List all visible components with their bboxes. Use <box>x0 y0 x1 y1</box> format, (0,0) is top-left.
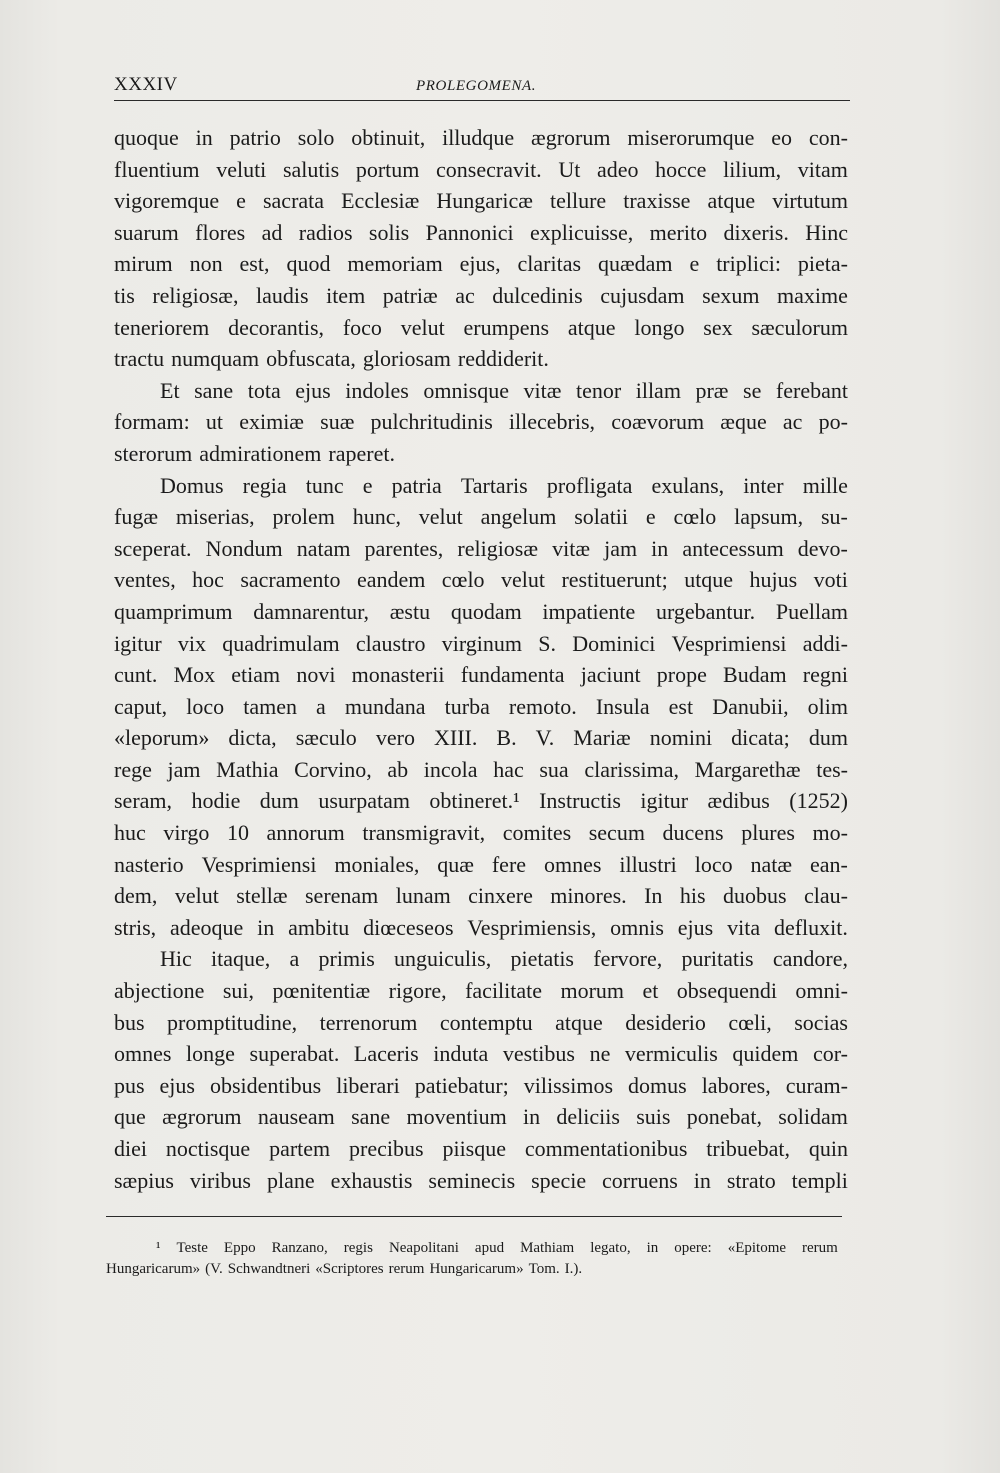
body-line: tractu numquam obfuscata, gloriosam reddiderit. <box>114 346 549 372</box>
body-line: dem, velut stellæ serenam lunam cinxere minores. In his duobus clau- <box>114 883 848 909</box>
main-text <box>114 122 848 1196</box>
body-line: suarum flores ad radios solis Pannonici explicuisse, merito dixeris. Hinc <box>114 219 848 245</box>
running-header <box>114 70 850 100</box>
body-line: sæpius viribus plane exhaustis seminecis specie corruens in strato templi <box>114 1167 848 1193</box>
body-line: quamprimum damnarentur, æstu quodam impatiente urgebantur. Puellam <box>114 598 848 624</box>
body-line: huc virgo 10 annorum transmigravit, comites secum ducens plures mo- <box>114 820 848 846</box>
footnote <box>106 1238 838 1280</box>
body-line: caput, loco tamen a mundana turba remoto. Insula est Danubii, olim <box>114 693 848 719</box>
body-line: cunt. Mox etiam novi monasterii fundamenta jaciunt prope Budam regni <box>114 662 848 688</box>
body-line: vigoremque e sacrata Ecclesiæ Hungaricæ tellure traxisse atque virtutum <box>114 188 848 214</box>
body-line: «leporum» dicta, sæculo vero XIII. B. V. Mariæ nomini dicata; dum <box>114 725 848 751</box>
body-line: Domus regia tunc e patria Tartaris profligata exulans, inter mille <box>160 472 848 498</box>
body-line: stris, adeoque in ambitu diœceseos Vesprimiensis, omnis ejus vita defluxit. <box>114 914 848 940</box>
body-line: igitur vix quadrimulam claustro virginum S. Dominici Vesprimiensi addi- <box>114 630 848 656</box>
footnote-line: ¹ Teste Eppo Ranzano, regis Neapolitani apud Mathiam legato, in opere: «Epitome rerum <box>156 1240 838 1256</box>
body-line: pus ejus obsidentibus liberari patiebatur; vilissimos domus labores, curam- <box>114 1072 848 1098</box>
body-line: teneriorem decorantis, foco velut erumpens atque longo sex sæculorum <box>114 314 848 340</box>
body-line: tis religiosæ, laudis item patriæ ac dulcedinis cujusdam sexum maxime <box>114 282 848 308</box>
body-line: rege jam Mathia Corvino, ab incola hac sua clarissima, Margarethæ tes- <box>114 756 848 782</box>
body-line: abjectione sui, pœnitentiæ rigore, facilitate morum et obsequendi omni- <box>114 978 848 1004</box>
body-line: fugæ miserias, prolem hunc, velut angelum solatii e cœlo lapsum, su- <box>114 504 848 530</box>
running-title: PROLEGOMENA. <box>416 78 537 94</box>
body-line: formam: ut eximiæ suæ pulchritudinis illecebris, coævorum æque ac po- <box>114 409 848 435</box>
body-line: Hic itaque, a primis unguiculis, pietatis fervore, puritatis candore, <box>160 946 848 972</box>
header-rule <box>114 100 850 101</box>
body-line: seram, hodie dum usurpatam obtineret.¹ Instructis igitur ædibus (1252) <box>114 788 848 814</box>
body-line: quoque in patrio solo obtinuit, illudque ægrorum miserorumque eo con- <box>114 125 848 150</box>
body-line: bus promptitudine, terrenorum contemptu atque desiderio cœli, socias <box>114 1009 848 1035</box>
body-line: diei noctisque partem precibus piisque commentationibus tribuebat, quin <box>114 1136 848 1161</box>
body-line: nasterio Vesprimiensi moniales, quæ fere omnes illustri loco natæ ean- <box>114 851 848 877</box>
body-line: sceperat. Nondum natam parentes, religiosæ vitæ jam in antecessum devo- <box>114 535 848 561</box>
body-line: Et sane tota ejus indoles omnisque vitæ tenor illam præ se ferebant <box>160 377 848 403</box>
footnote-rule <box>106 1216 842 1217</box>
body-line: sterorum admirationem raperet. <box>114 440 395 466</box>
page-number: XXXIV <box>114 74 178 95</box>
body-line: que ægrorum nauseam sane moventium in deliciis suis ponebat, solidam <box>114 1104 848 1130</box>
footnote-line: Hungaricarum» (V. Schwandtneri «Scriptores rerum Hungaricarum» Tom. I.). <box>106 1261 583 1277</box>
body-line: fluentium veluti salutis portum consecravit. Ut adeo hocce lilium, vitam <box>114 156 848 182</box>
body-line: ventes, hoc sacramento eandem cœlo velut restituerunt; utque hujus voti <box>114 567 848 593</box>
body-line: mirum non est, quod memoriam ejus, claritas quædam e triplici: pieta- <box>114 251 848 277</box>
body-line: omnes longe superabat. Laceris induta vestibus ne vermiculis quidem cor- <box>114 1041 848 1067</box>
